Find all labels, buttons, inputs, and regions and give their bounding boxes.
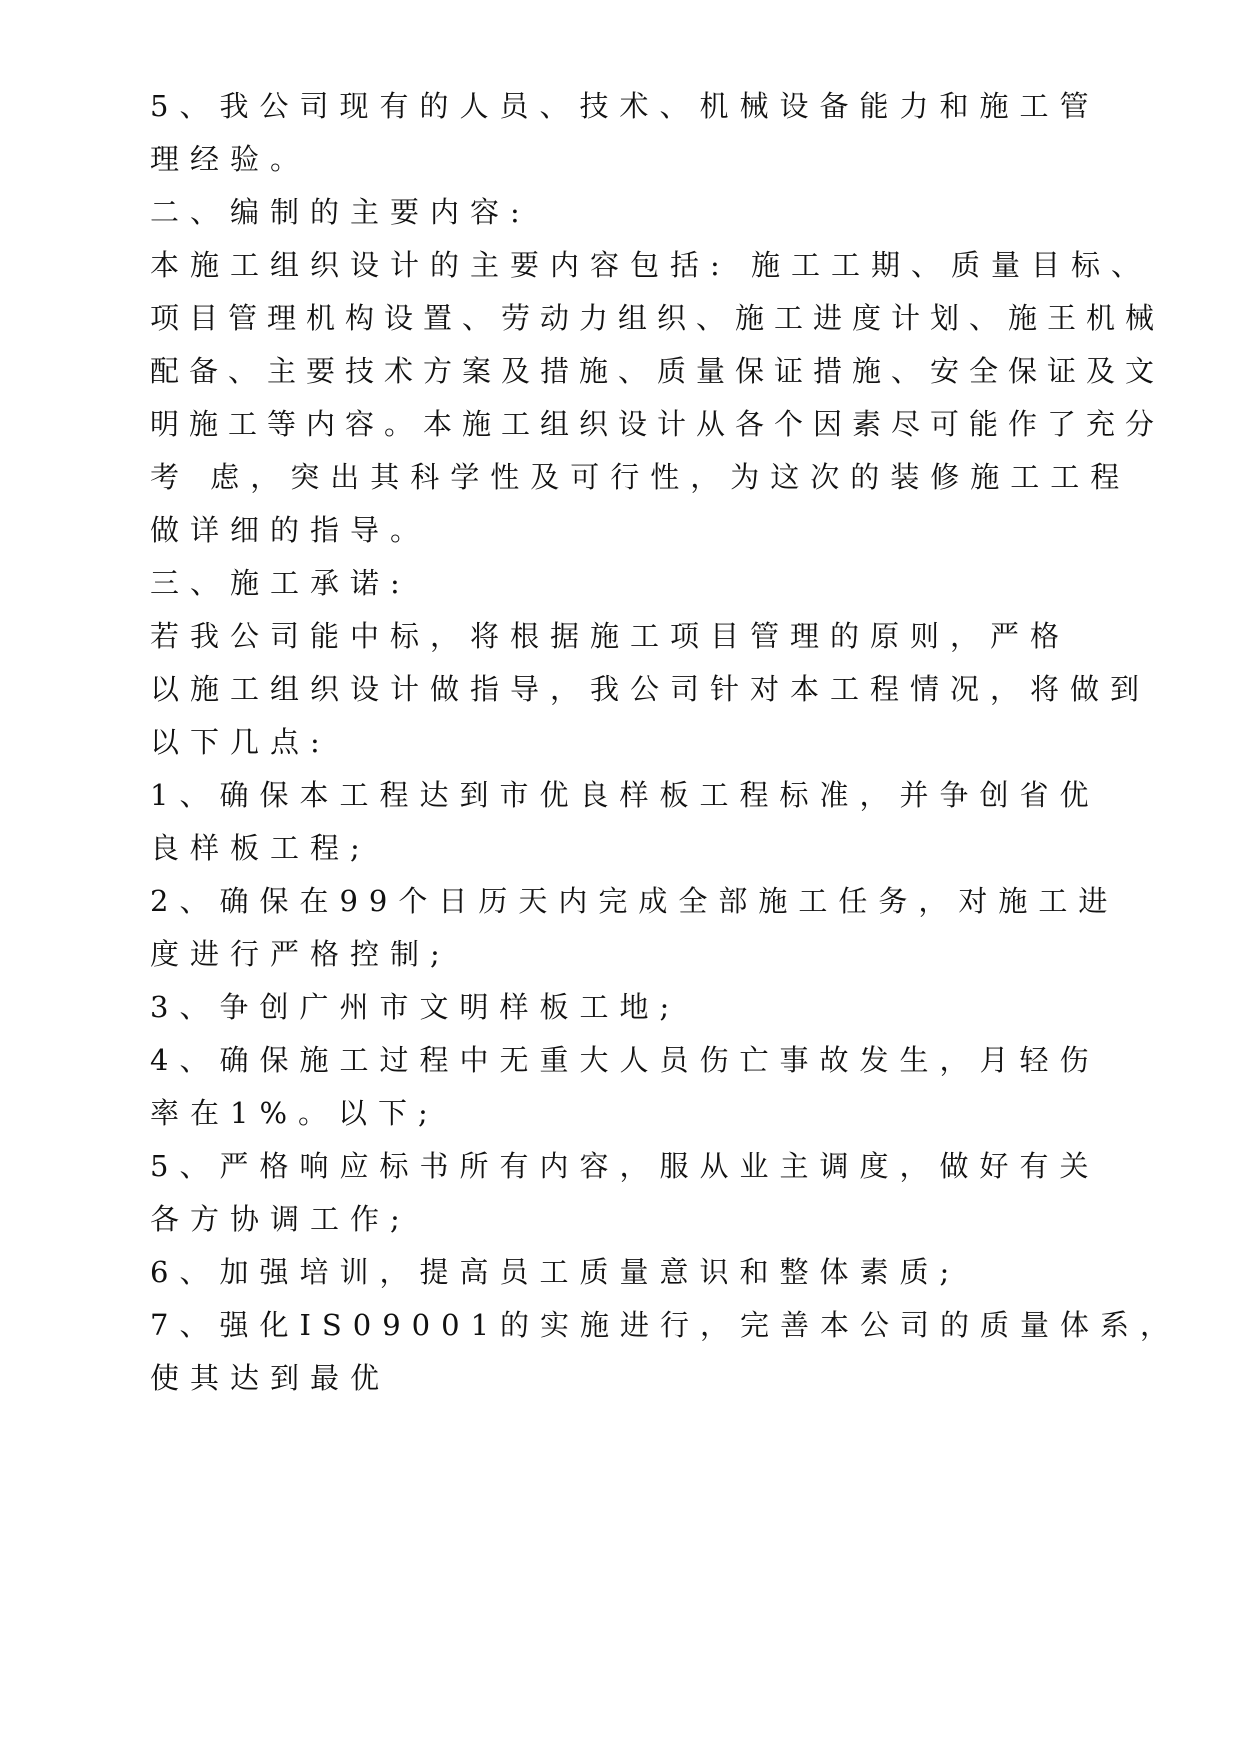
text-line-6: 配备、主要技术方案及措施、质量保证措施、安全保证及文 xyxy=(150,354,1165,388)
text-line-8: 考 虑，突出其科学性及可行性，为这次的装修施工工程 xyxy=(150,460,1131,494)
list-item-7: 7、强化IS09001的实施进行，完善本公司的质量体系， xyxy=(150,1308,1181,1342)
text-line-5: 项目管理机构设置、劳动力组织、施工进度计划、施王机械 xyxy=(150,301,1165,335)
text-line-7: 明施工等内容。本施工组织设计从各个因素尽可能作了充分 xyxy=(150,407,1165,441)
section-heading-3: 三、施工承诺: xyxy=(150,566,411,600)
list-item-2: 2、确保在99个日历天内完成全部施工任务，对施工进 xyxy=(150,884,1119,918)
text-line-1: 5、我公司现有的人员、技术、机械设备能力和施工管 xyxy=(150,89,1100,123)
list-item-5: 5、严格响应标书所有内容，服从业主调度，做好有关 xyxy=(150,1149,1100,1183)
text-line-17: 度进行严格控制; xyxy=(150,937,451,971)
list-item-4: 4、确保施工过程中无重大人员伤亡事故发生，月轻伤 xyxy=(150,1043,1100,1077)
text-line-22: 各方协调工作; xyxy=(150,1202,411,1236)
text-line-12: 以施工组织设计做指导，我公司针对本工程情况，将做到 xyxy=(150,672,1151,706)
text-line-11: 若我公司能中标，将根据施工项目管理的原则，严格 xyxy=(150,619,1071,653)
text-line-25: 使其达到最优 xyxy=(150,1361,391,1395)
text-line-20: 率在1%。以下; xyxy=(150,1096,439,1130)
text-line-9: 做详细的指导。 xyxy=(150,513,431,547)
text-line-2: 理经验。 xyxy=(150,142,311,176)
list-item-1: 1、确保本工程达到市优良样板工程标准，并争创省优 xyxy=(150,778,1100,812)
list-item-6: 6、加强培训，提高员工质量意识和整体素质; xyxy=(150,1255,961,1289)
section-heading-2: 二、编制的主要内容: xyxy=(150,195,531,229)
list-item-3: 3、争创广州市文明样板工地; xyxy=(150,990,681,1024)
text-line-15: 良样板工程; xyxy=(150,831,371,865)
text-line-4: 本施工组织设计的主要内容包括: 施工工期、质量目标、 xyxy=(150,248,1151,282)
text-line-13: 以下几点: xyxy=(150,725,331,759)
